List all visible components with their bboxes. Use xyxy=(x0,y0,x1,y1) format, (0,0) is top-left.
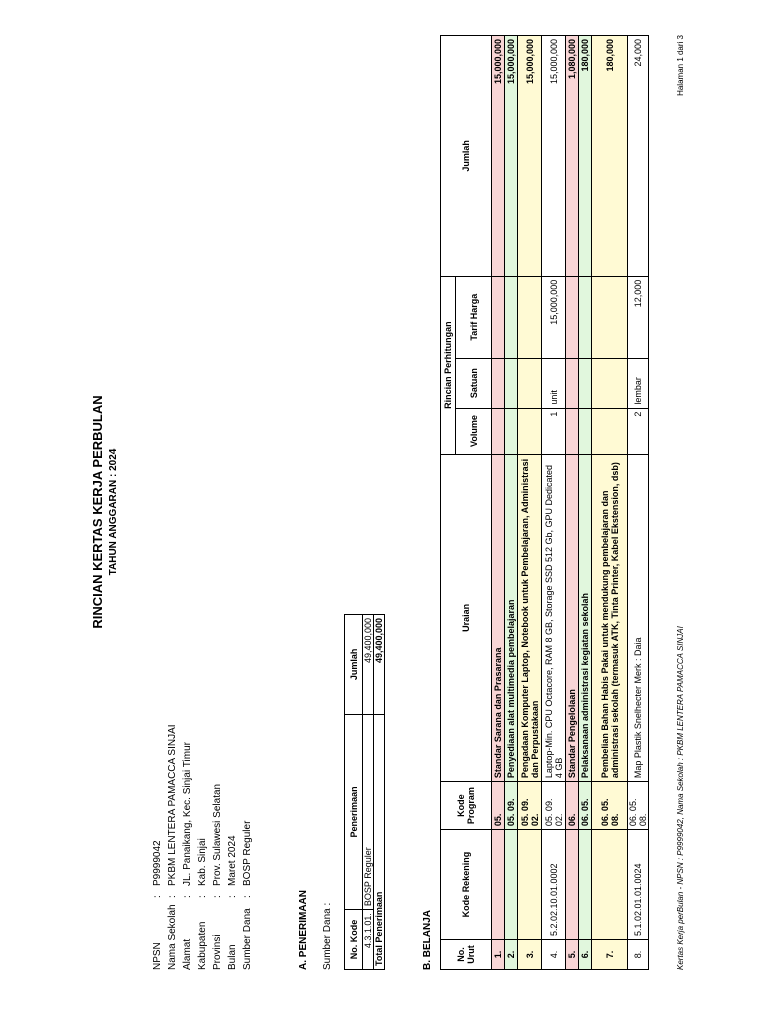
cell-jumlah: 24,000 xyxy=(628,36,649,277)
cell-jumlah: 15,000,000 xyxy=(492,36,505,277)
cell-satuan xyxy=(592,358,628,408)
header-tarif-harga: Tarif Harga xyxy=(456,276,492,358)
info-value: Prov. Sulawesi Selatan xyxy=(212,783,223,886)
cell-uraian: Standar Sarana dan Prasarana xyxy=(492,454,505,782)
header-uraian: Uraian xyxy=(441,454,492,782)
cell-rekening xyxy=(492,830,505,940)
cell-no: 6. xyxy=(579,940,592,970)
cell-tarif xyxy=(579,276,592,358)
school-info xyxy=(150,724,255,970)
cell-rekening xyxy=(566,830,579,940)
penerimaan-table xyxy=(344,614,385,970)
total-label: Total Penerimaan xyxy=(374,714,385,969)
cell-volume xyxy=(518,408,542,454)
table-row xyxy=(579,36,592,970)
header-no-urut: No. Urut xyxy=(441,940,492,970)
cell-no: 8. xyxy=(628,940,649,970)
cell-program: 06. 05. 08. xyxy=(628,782,649,830)
cell-tarif xyxy=(505,276,518,358)
cell-uraian: Pengadaan Komputer Laptop, Notebook untuk Pembelajaran, Administrasi dan Perpustakaan xyxy=(518,454,542,782)
cell-satuan xyxy=(492,358,505,408)
cell-uraian: Standar Pengelolaan xyxy=(566,454,579,782)
header-penerimaan: Penerimaan xyxy=(345,714,363,909)
cell-satuan xyxy=(518,358,542,408)
header-jumlah: Jumlah xyxy=(345,615,363,715)
table-row xyxy=(628,36,649,970)
cell-uraian: Map Plastik Snelhecter Merk : Daia xyxy=(628,454,649,782)
table-header-row xyxy=(441,36,456,970)
cell-rekening: 5.1.02.01.01.0024 xyxy=(628,830,649,940)
header-jumlah: Jumlah xyxy=(441,36,492,277)
cell-volume xyxy=(579,408,592,454)
header-volume: Volume xyxy=(456,408,492,454)
cell-volume xyxy=(566,408,579,454)
info-value: BOSP Reguler xyxy=(242,820,253,886)
page-number: Halaman 1 dari 3 xyxy=(676,35,685,96)
belanja-table xyxy=(440,35,649,970)
info-row-npsn: NPSN : P9999042 xyxy=(152,840,163,970)
cell-rekening xyxy=(518,830,542,940)
info-row-provinsi: Provinsi : Prov. Sulawesi Selatan xyxy=(212,783,223,970)
table-row xyxy=(492,36,505,970)
info-row-nama-sekolah: Nama Sekolah : PKBM LENTERA PAMACCA SINJAI xyxy=(167,724,178,970)
footer-text: Kertas Kerja perBulan - NPSN : P9999042, Nama Sekolah : PKBM LENTERA PAMACCA SINJAI xyxy=(676,626,685,970)
cell-rekening xyxy=(505,830,518,940)
cell-program: 06. 05. 08. xyxy=(592,782,628,830)
info-row-alamat: Alamat : JL. Panaikang, Kec. Sinjai Timur xyxy=(182,742,193,970)
cell-jumlah: 1,080,000 xyxy=(566,36,579,277)
info-label: NPSN xyxy=(152,942,163,970)
page-title: RINCIAN KERTAS KERJA PERBULAN xyxy=(90,395,105,629)
cell-no: 4. xyxy=(542,940,566,970)
cell-satuan xyxy=(505,358,518,408)
header-kode-rekening: Kode Rekening xyxy=(441,830,492,940)
cell-satuan: lembar xyxy=(628,358,649,408)
cell-volume xyxy=(505,408,518,454)
cell-tarif: 15,000,000 xyxy=(542,276,566,358)
header-kode-program: Kode Program xyxy=(441,782,492,830)
info-value: P9999042 xyxy=(152,840,163,886)
cell-jumlah: 180,000 xyxy=(579,36,592,277)
info-value: Maret 2024 xyxy=(227,835,238,886)
cell-program: 05. 09. xyxy=(505,782,518,830)
cell-jumlah: 15,000,000 xyxy=(542,36,566,277)
cell-kode: 4.3.1.01. xyxy=(363,910,374,970)
cell-jumlah: 15,000,000 xyxy=(505,36,518,277)
cell-uraian: Laptop-Min. CPU Octacore, RAM 8 GB, Storage SSD 512 Gb, GPU Dedicated 4 GB xyxy=(542,454,566,782)
cell-tarif xyxy=(492,276,505,358)
cell-satuan xyxy=(566,358,579,408)
cell-uraian: Pembelian Bahan Habis Pakai untuk mendukung pembelajaran dan administrasi sekolah (termasuk ATK, Tinta Printer, Kabel Ekstension, dsb) xyxy=(592,454,628,782)
cell-jumlah: 15,000,000 xyxy=(518,36,542,277)
cell-program: 05. 09. 02. xyxy=(518,782,542,830)
cell-jumlah: 180,000 xyxy=(592,36,628,277)
header-rincian-perhitungan: Rincian Perhitungan xyxy=(441,276,456,454)
cell-rekening xyxy=(579,830,592,940)
cell-volume xyxy=(492,408,505,454)
cell-uraian: Pelaksanaan administrasi kegiatan sekolah xyxy=(579,454,592,782)
info-label: Kabupaten xyxy=(197,921,208,970)
table-row xyxy=(518,36,542,970)
cell-satuan xyxy=(579,358,592,408)
cell-tarif xyxy=(566,276,579,358)
cell-volume: 1 xyxy=(542,408,566,454)
info-row-bulan: Bulan : Maret 2024 xyxy=(227,835,238,970)
cell-satuan: unit xyxy=(542,358,566,408)
cell-rekening xyxy=(592,830,628,940)
cell-tarif xyxy=(592,276,628,358)
info-row-kabupaten: Kabupaten : Kab. Sinjai xyxy=(197,838,208,970)
info-label: Nama Sekolah xyxy=(167,904,178,970)
info-label: Bulan xyxy=(227,944,238,970)
table-header-row xyxy=(345,615,363,970)
cell-program: 06. 05. xyxy=(579,782,592,830)
info-label: Sumber Dana xyxy=(242,908,253,970)
cell-uraian: Penyediaan alat multimedia pembelajaran xyxy=(505,454,518,782)
cell-program: 05. 09. 02. xyxy=(542,782,566,830)
cell-tarif xyxy=(518,276,542,358)
table-row xyxy=(505,36,518,970)
cell-jumlah: 49,400,000 xyxy=(363,615,374,715)
info-label: Provinsi xyxy=(212,934,223,970)
header-no-kode: No. Kode xyxy=(345,910,363,970)
cell-no: 2. xyxy=(505,940,518,970)
cell-penerimaan: BOSP Reguler xyxy=(363,714,374,909)
table-row xyxy=(592,36,628,970)
section-penerimaan-heading: A. PENERIMAAN xyxy=(298,889,309,970)
table-row xyxy=(542,36,566,970)
info-value: PKBM LENTERA PAMACCA SINJAI xyxy=(167,724,178,886)
cell-program: 05. xyxy=(492,782,505,830)
total-row xyxy=(374,615,385,970)
cell-no: 3. xyxy=(518,940,542,970)
info-value: Kab. Sinjai xyxy=(197,838,208,886)
total-value: 49,400,000 xyxy=(374,615,385,715)
page-subtitle: TAHUN ANGGARAN : 2024 xyxy=(108,448,119,576)
header-satuan: Satuan xyxy=(456,358,492,408)
cell-program: 06. xyxy=(566,782,579,830)
cell-volume xyxy=(592,408,628,454)
cell-no: 7. xyxy=(592,940,628,970)
info-row-sumber-dana: Sumber Dana : BOSP Reguler xyxy=(242,820,253,970)
cell-no: 1. xyxy=(492,940,505,970)
table-row xyxy=(566,36,579,970)
cell-volume: 2 xyxy=(628,408,649,454)
info-value: JL. Panaikang, Kec. Sinjai Timur xyxy=(182,742,193,886)
cell-rekening: 5.2.02.10.01.0002 xyxy=(542,830,566,940)
section-belanja-heading: B. BELANJA xyxy=(422,909,433,970)
cell-tarif: 12,000 xyxy=(628,276,649,358)
table-row xyxy=(363,615,374,970)
info-label: Alamat xyxy=(182,938,193,970)
sumber-dana-label: Sumber Dana : xyxy=(322,902,333,970)
cell-no: 5. xyxy=(566,940,579,970)
